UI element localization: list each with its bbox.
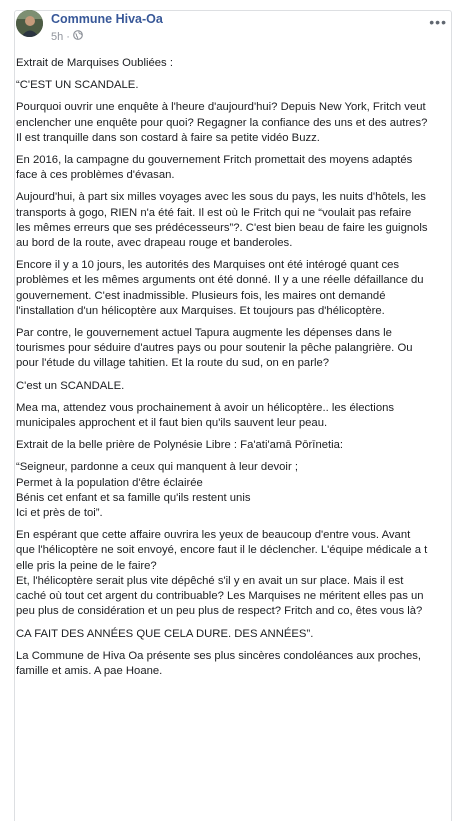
post-paragraph: Pourquoi ouvrir une enquête à l'heure d'aujourd'hui? Depuis New York, Fritch veut enclencher une enquête pour quoi? Regagner la confiance des uns et des autres? Il est tranquille dans son costard à faire sa petite vidéo Buzz. [16, 101, 428, 144]
post-paragraph: En espérant que cette affaire ouvrira les yeux de beaucoup d'entre vous. Avant que l'hélicoptère ne soit envoyé, encore faut il le déclencher. L'équipe médicale a t elle pris la peine de le faire? Et, l'hélicoptère serait plus vite dépêché s'il y en avait un sur place. Mais il est caché où tout cet argent du contribuable? Les Marquises ne méritent elles pas un peu plus de considération et un peu plus de respect? Fritch and co, êtes vous là? [16, 529, 428, 618]
more-icon[interactable]: ••• [429, 14, 447, 30]
globe-icon [73, 30, 83, 43]
post-paragraph: Mea ma, attendez vous prochainement à avoir un hélicoptère.. les élections municipales approchent et il faut bien qu'ils sauvent leur peau. [16, 401, 395, 430]
post-paragraph: C'est un SCANDALE. [16, 379, 125, 392]
author-name[interactable]: Commune Hiva-Oa [51, 12, 163, 26]
post-paragraph: Par contre, le gouvernement actuel Tapura augmente les dépenses dans le tourismes pour séduire d'autres pays ou pour soutenir la pêche palangrière. Ou pour l'étude du village tahitien. Et la route du sud, on en parle? [16, 327, 413, 370]
post-time[interactable]: 5h [51, 30, 64, 43]
post-paragraph: CA FAIT DES ANNÉES QUE CELA DURE. DES ANNÉES”. [16, 627, 314, 640]
post-paragraph: En 2016, la campagne du gouvernement Fritch promettait des moyens adaptés face à ces problèmes d'évasan. [16, 154, 413, 182]
post-paragraph: “C'EST UN SCANDALE. [16, 79, 139, 92]
avatar[interactable] [16, 10, 43, 37]
post-body [16, 56, 428, 686]
post-header [16, 10, 449, 50]
post-paragraph: Encore il y a 10 jours, les autorités des Marquises ont été intérogé quant ces problèmes et les mêmes arguments ont été donné. Il y a une réelle défaillance du gouvernement. C'est inadmissible. Plusieurs fois, les maires ont demandé l'installation d'un hélicoptère aux Marquises. Et toujours pas d'hélicoptère. [16, 259, 424, 317]
post-paragraph: La Commune de Hiva Oa présente ses plus sincères condoléances aux proches, famille et amis. A pae Hoane. [16, 649, 422, 677]
post-paragraph: “Seigneur, pardonne a ceux qui manquent à leur devoir ; Permet à la population d'être éclairée Bénis cet enfant et sa famille qu'ils restent unis Ici et près de toi”. [16, 461, 298, 520]
meta-separator: · [66, 30, 70, 43]
avatar-image [16, 10, 43, 37]
post-paragraph: Extrait de la belle prière de Polynésie Libre : Fa'ati'amā Pōrīnetia: [16, 439, 344, 452]
post-paragraph: Extrait de Marquises Oubliées : [16, 57, 173, 69]
post-paragraph: Aujourd'hui, à part six milles voyages avec les sous du pays, les nuits d'hôtels, les transports à gogo, RIEN n'a été fait. Il est où le Fritch qui ne “voulait pas refaire les mêmes erreurs que ses prédécesseurs”?. C'est bien beau de faire les guignols au bord de la route, avec drapeau rouge et banderoles. [16, 191, 428, 250]
post-meta [51, 30, 83, 43]
